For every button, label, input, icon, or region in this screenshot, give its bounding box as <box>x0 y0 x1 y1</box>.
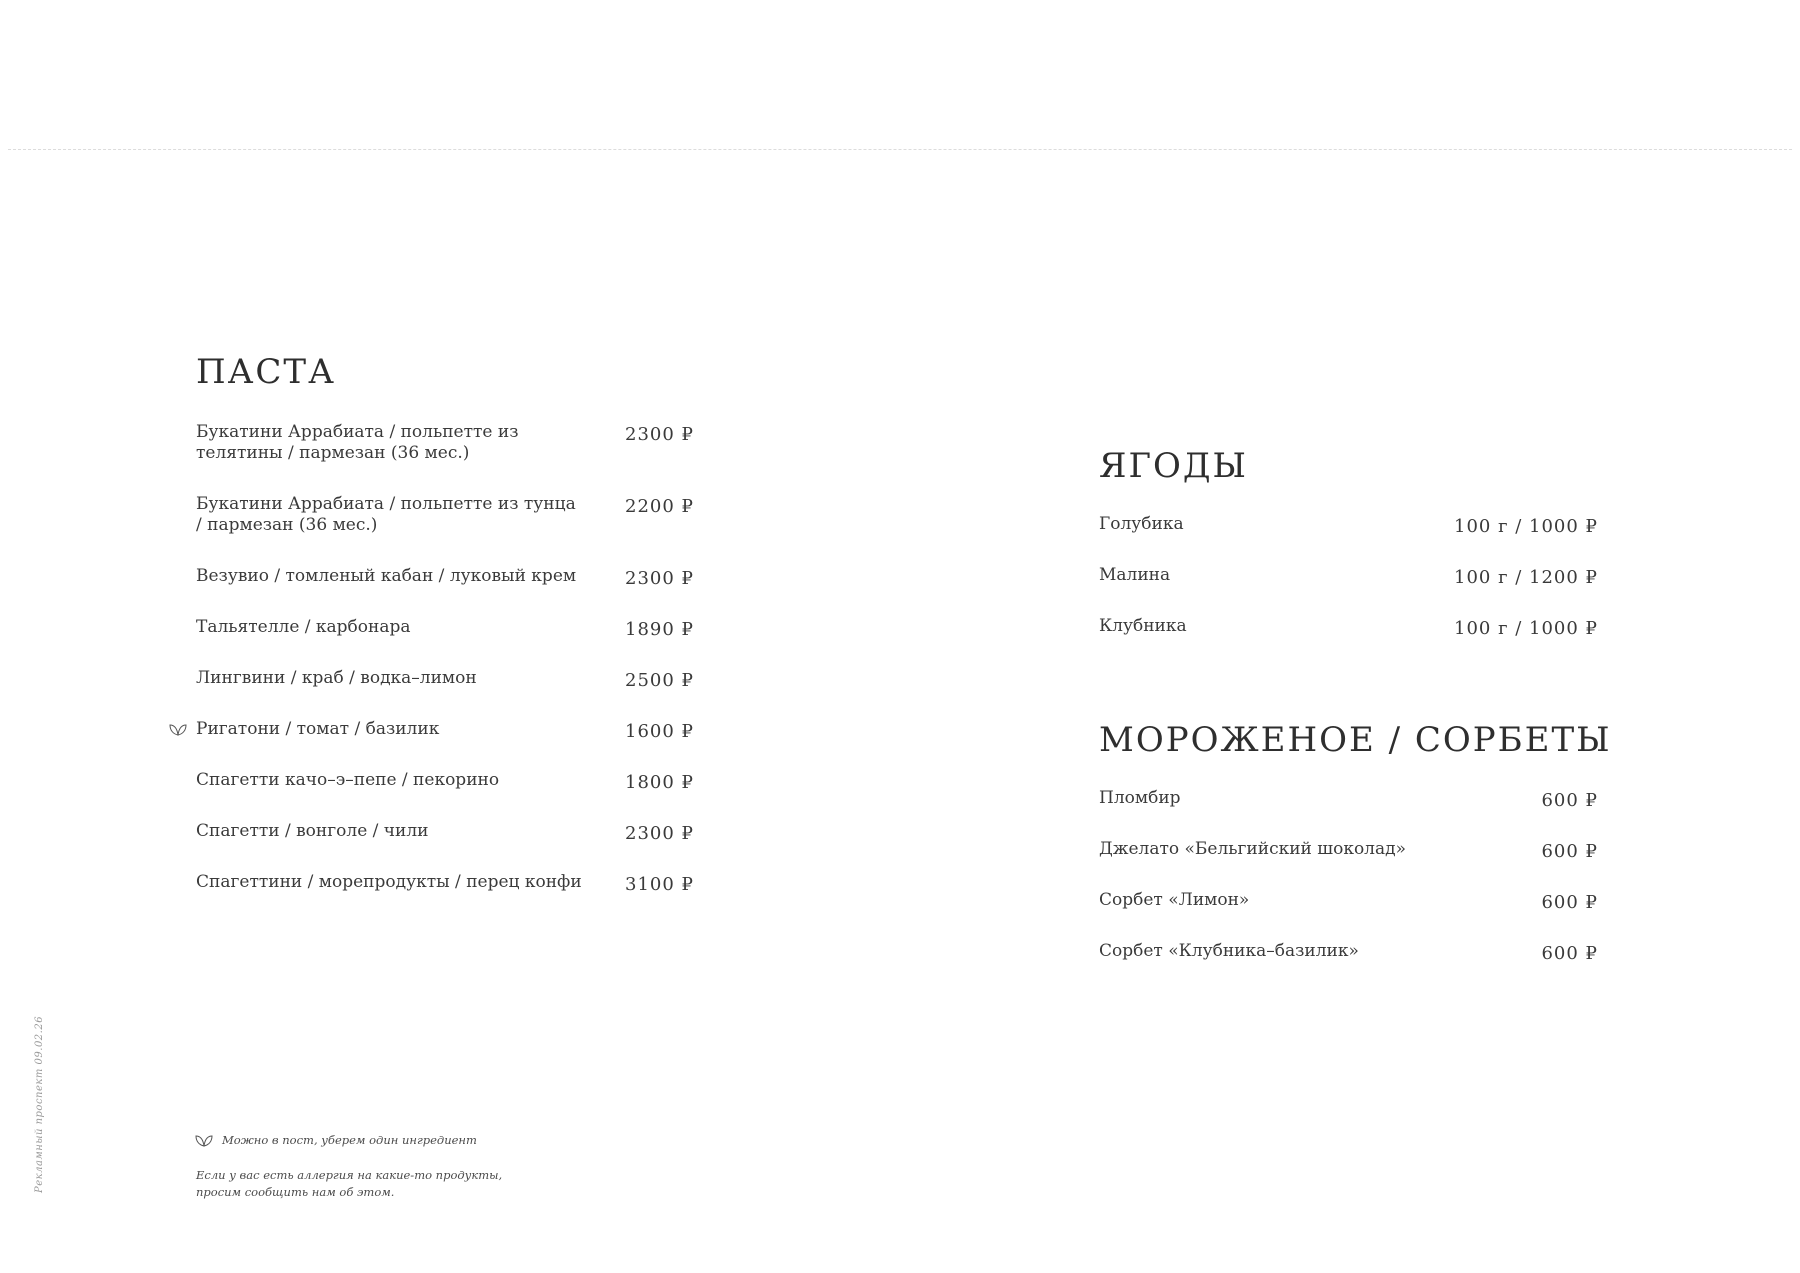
top-dashed-divider <box>8 149 1792 150</box>
menu-item-name: Букатини Аррабиата / польпетте из тунца / пармезан (36 мес.) <box>196 494 576 535</box>
menu-item-name: Голубика <box>1099 514 1184 534</box>
menu-item-name: Лингвини / краб / водка–лимон <box>196 668 477 688</box>
menu-item-price: 600 ₽ <box>1541 943 1598 964</box>
menu-item-price: 1800 ₽ <box>625 772 694 793</box>
allergy-note-line2: просим сообщить нам об этом. <box>196 1185 395 1199</box>
pasta-list <box>196 422 694 893</box>
icecream-list <box>1099 788 1598 962</box>
menu-item <box>196 719 694 740</box>
berries-list <box>1099 514 1598 637</box>
menu-item-price: 100 г / 1000 ₽ <box>1454 618 1598 639</box>
menu-item-name: Спагетти качо–э–пепе / пекорино <box>196 770 500 790</box>
menu-item-price: 1600 ₽ <box>625 721 694 742</box>
menu-item-name: Спагетти / вонголе / чили <box>196 821 429 841</box>
menu-item-name: Клубника <box>1099 616 1187 636</box>
menu-item-price: 2300 ₽ <box>625 424 694 445</box>
menu-item <box>1099 788 1598 809</box>
menu-item-name: Сорбет «Клубника–базилик» <box>1099 941 1359 961</box>
pasta-section-title: ПАСТА <box>196 352 336 392</box>
menu-item-name: Джелато «Бельгийский шоколад» <box>1099 839 1406 859</box>
menu-item-name: Пломбир <box>1099 788 1181 808</box>
menu-item <box>196 617 694 638</box>
menu-item <box>1099 941 1598 962</box>
menu-item-price: 600 ₽ <box>1541 892 1598 913</box>
menu-item <box>196 821 694 842</box>
menu-item-price: 100 г / 1200 ₽ <box>1454 567 1598 588</box>
menu-item-name: Сорбет «Лимон» <box>1099 890 1250 910</box>
menu-item-price: 100 г / 1000 ₽ <box>1454 516 1598 537</box>
menu-item-name: Везувио / томленый кабан / луковый крем <box>196 566 577 586</box>
menu-item-price: 2200 ₽ <box>625 496 694 517</box>
menu-item-price: 2300 ₽ <box>625 568 694 589</box>
side-note: Рекламный проспект 09.02.26 <box>34 1015 45 1193</box>
menu-item <box>196 668 694 689</box>
menu-item <box>1099 890 1598 911</box>
menu-item-name: Букатини Аррабиата / польпетте из телятины / пармезан (36 мес.) <box>196 422 519 463</box>
lent-note: Можно в пост, уберем один ингредиент <box>222 1133 477 1147</box>
menu-item-price: 600 ₽ <box>1541 790 1598 811</box>
menu-item-price: 2300 ₽ <box>625 823 694 844</box>
menu-item <box>1099 514 1598 535</box>
menu-item <box>196 494 694 546</box>
menu-item-name: Тальятелле / карбонара <box>196 617 411 637</box>
menu-item-price: 600 ₽ <box>1541 841 1598 862</box>
leaf-icon <box>169 722 187 736</box>
menu-item <box>196 872 694 893</box>
menu-item-name: Малина <box>1099 565 1171 585</box>
icecream-section-title: МОРОЖЕНОЕ / СОРБЕТЫ <box>1099 720 1612 760</box>
menu-item <box>196 566 694 587</box>
menu-item-price: 2500 ₽ <box>625 670 694 691</box>
menu-item <box>1099 565 1598 586</box>
allergy-note-line1: Если у вас есть аллергия на какие-то продукты, <box>196 1168 503 1182</box>
menu-item-price: 3100 ₽ <box>625 874 694 895</box>
legend-leaf-icon <box>195 1133 213 1147</box>
menu-item <box>1099 839 1598 860</box>
menu-item <box>1099 616 1598 637</box>
menu-item-name: Ригатони / томат / базилик <box>196 719 440 739</box>
menu-item <box>196 422 694 474</box>
menu-item-price: 1890 ₽ <box>625 619 694 640</box>
berries-section-title: ЯГОДЫ <box>1099 446 1248 486</box>
menu-item-name: Спагеттини / морепродукты / перец конфи <box>196 872 582 892</box>
menu-item <box>196 770 694 791</box>
